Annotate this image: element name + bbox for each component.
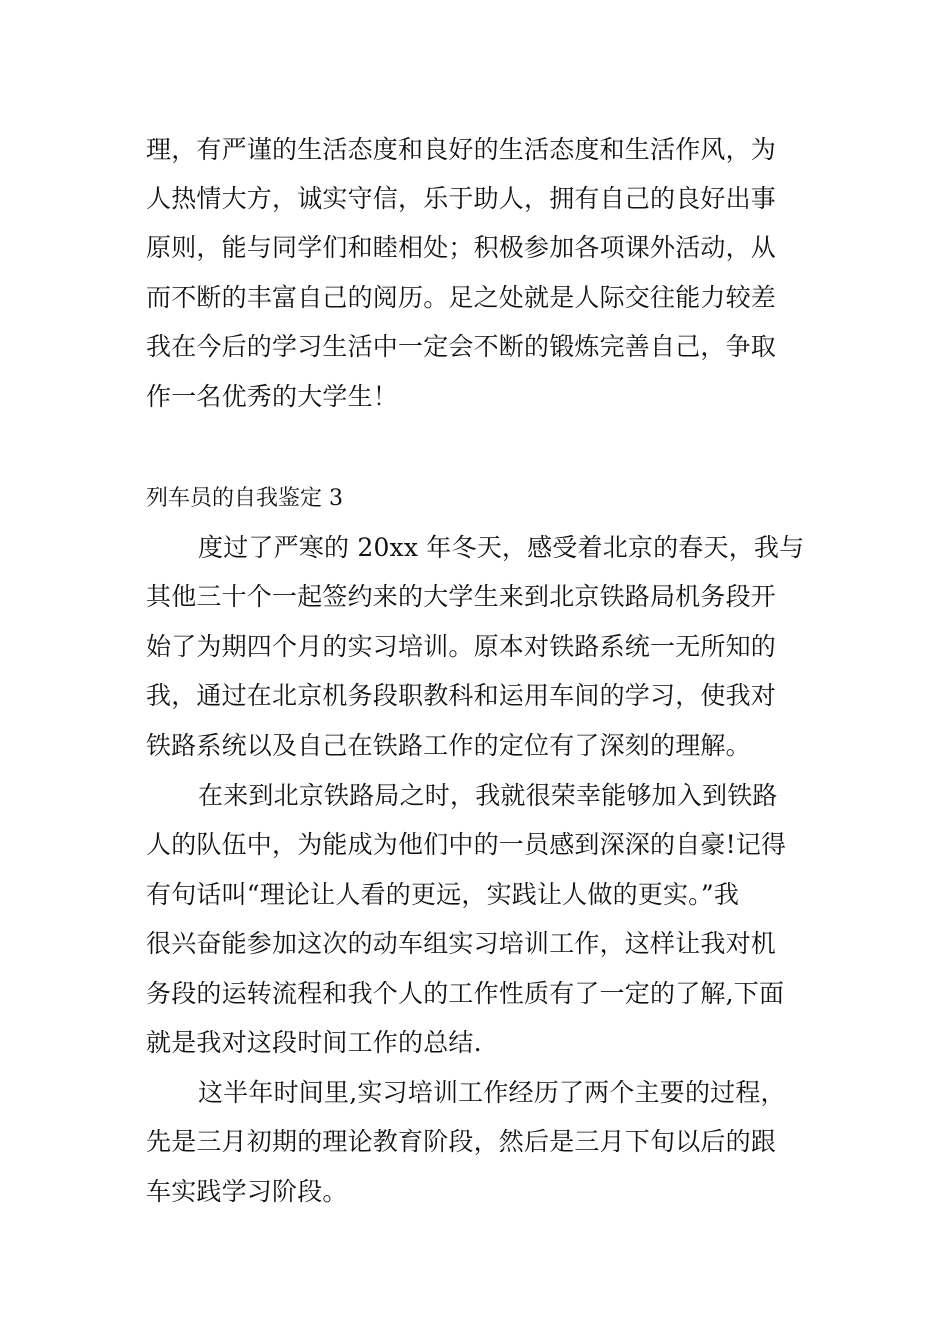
text-line: 在来到北京铁路局之时，我就很荣幸能够加入到铁路 (198, 781, 778, 810)
text-line: 理，有严谨的生活态度和良好的生活态度和生活作风，为 (146, 135, 777, 164)
text-line: 车实践学习阶段。 (146, 1177, 348, 1206)
text-line: 很兴奋能参加这次的动车组实习培训工作，这样让我对机 (146, 929, 777, 958)
text-line: 人的队伍中，为能成为他们中的一员感到深深的自豪!记得 (146, 830, 787, 859)
text-line: 其他三十个一起签约来的大学生来到北京铁路局机务段开 (146, 582, 777, 611)
text-line: 人热情大方，诚实守信，乐于助人，拥有自己的良好出事 (146, 184, 777, 213)
text-line: 这半年时间里,实习培训工作经历了两个主要的过程， (198, 1078, 786, 1107)
text-line: 原则，能与同学们和睦相处；积极参加各项课外活动，从 (146, 233, 777, 262)
text-line: 我，通过在北京机务段职教科和运用车间的学习，使我对 (146, 681, 777, 710)
text-line: 而不断的丰富自己的阅历。足之处就是人际交往能力较差 (146, 283, 777, 312)
text-line: 度过了严寒的 20xx 年冬天，感受着北京的春天，我与 (198, 533, 805, 562)
text-line: 始了为期四个月的实习培训。原本对铁路系统一无所知的 (146, 632, 777, 661)
text-line: 作一名优秀的大学生！ (146, 382, 399, 411)
text-line: 我在今后的学习生活中一定会不断的锻炼完善自己，争取 (146, 332, 777, 361)
text-line: 铁路系统以及自己在铁路工作的定位有了深刻的理解。 (146, 731, 751, 760)
text-line: 务段的运转流程和我个人的工作性质有了一定的了解,下面 (146, 979, 785, 1008)
text-line: 先是三月初期的理论教育阶段，然后是三月下旬以后的跟 (146, 1127, 777, 1156)
section-heading: 列车员的自我鉴定 3 (146, 486, 343, 511)
text-line: 有句话叫“理论让人看的更远，实践让人做的更实。”我 (146, 880, 740, 909)
text-line: 就是我对这段时间工作的总结. (146, 1028, 482, 1057)
